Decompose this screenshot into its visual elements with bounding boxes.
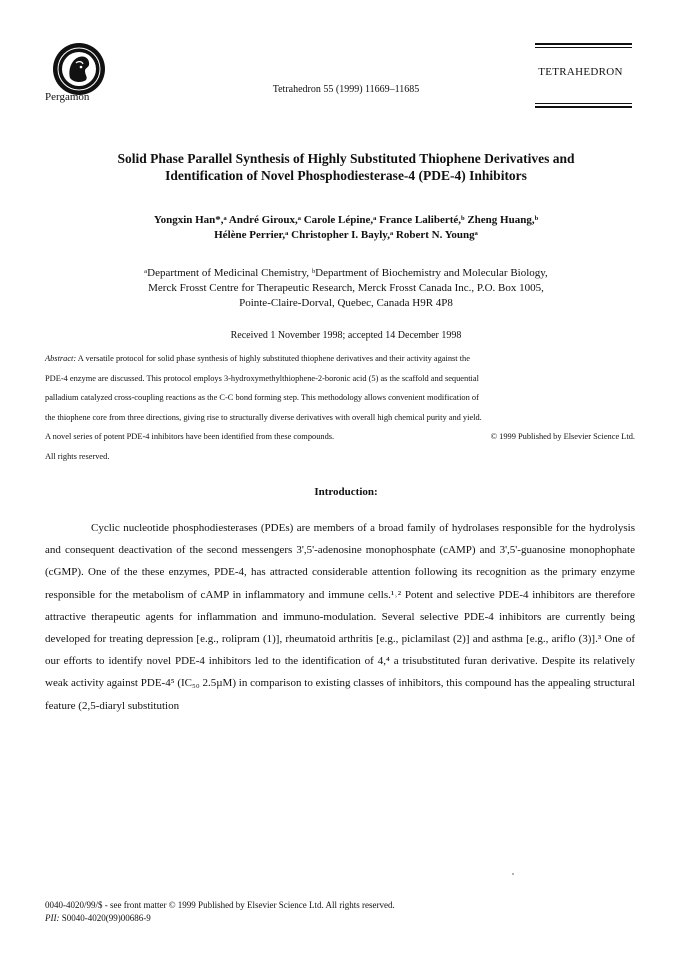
introduction-paragraph: Cyclic nucleotide phosphodiesterases (PDEs) are members of a broad family of hydrolases responsible for the hydrolysis and consequent deactivation of the second messengers 3',5'-adenosine monophosphate (cAMP) and 3',5'-guanosine monophophate (cGMP). One of the these enzymes, PDE-4, has attracted considerable attention following its recognition as the primary enzyme responsible for the metabolism of cAMP in inflammatory and immune cells.¹˒² Potent and selective PDE-4 inhibitors are therefore attractive therapeutic agents for inflammation and immuno-modulation. Several selective PDE-4 inhibitors are currently being developed for treating depression [e.g., rolipram (1)], rheumatoid arthritis [e.g., piclamilast (2)] and asthma [e.g., ariflo (3)].³ One of our efforts to identify novel PDE-4 inhibitors led to the identification of 4,⁴ a trisubstituted furan derivative. Despite its relatively weak activity against PDE-4⁵ (IC₅₀ 2.5µM) in comparison to existing classes of inhibitors, this compound has the appealing structural feature (2,5-diaryl substitution [45, 522, 635, 712]
abstract-text: A novel series of potent PDE-4 inhibitors have been identified from these compounds. [45, 432, 335, 441]
abstract-line: palladium catalyzed cross-coupling reactions as the C-C bond forming step. This methodology allows convenient modification of [45, 393, 479, 402]
abstract-line [45, 349, 635, 369]
footer [45, 899, 395, 925]
pii-label: PII: [45, 913, 60, 923]
top-rule [535, 43, 632, 45]
publisher-name: Pergamon [45, 91, 90, 103]
bottom-rule-thin [535, 103, 632, 104]
title-line: Identification of Novel Phosphodiesterase-4 (PDE-4) Inhibitors [165, 168, 527, 183]
author-list [60, 213, 632, 243]
scan-speck [512, 873, 514, 875]
affiliation-line: Merck Frosst Centre for Therapeutic Research, Merck Frosst Canada Inc., P.O. Box 1005, [148, 282, 544, 294]
received-dates: Received 1 November 1998; accepted 14 December 1998 [230, 330, 462, 341]
affiliations [60, 266, 632, 311]
pii-value: S0040-4020(99)00686-9 [59, 913, 151, 923]
abstract-line: All rights reserved. [45, 451, 110, 461]
author-line: Yongxin Han*,ᵃ André Giroux,ᵃ Carole Lépine,ᵃ France Laliberté,ᵇ Zheng Huang,ᵇ [153, 214, 539, 226]
article-title [60, 150, 632, 184]
abstract [45, 349, 635, 466]
abstract-line [45, 427, 635, 447]
bottom-rule [535, 106, 632, 108]
footer-copyright: 0040-4020/99/$ - see front matter © 1999 Published by Elsevier Science Ltd. All rights reserved. [45, 900, 395, 910]
abstract-label: Abstract: [45, 354, 77, 363]
top-rule-thin [535, 47, 632, 48]
section-heading: Introduction: [314, 486, 378, 498]
title-line: Solid Phase Parallel Synthesis of Highly Substituted Thiophene Derivatives and [117, 151, 575, 166]
abstract-text: A versatile protocol for solid phase synthesis of highly substituted thiophene derivatives and their activity against the [76, 354, 470, 363]
abstract-copyright: © 1999 Published by Elsevier Science Ltd. [490, 432, 635, 441]
footer-pii [45, 912, 395, 925]
journal-name: TETRAHEDRON [538, 66, 623, 78]
author-line: Hélène Perrier,ᵃ Christopher I. Bayly,ᵃ Robert N. Youngᵃ [214, 229, 478, 241]
journal-citation: Tetrahedron 55 (1999) 11669–11685 [272, 84, 420, 95]
abstract-line: the thiophene core from three directions, giving rise to structurally diverse derivatives with overall high chemical purity and yield. [45, 412, 482, 422]
affiliation-line: ᵃDepartment of Medicinal Chemistry, ᵇDepartment of Biochemistry and Molecular Biology, [144, 267, 548, 279]
affiliation-line: Pointe-Claire-Dorval, Quebec, Canada H9R 4P8 [239, 297, 453, 309]
abstract-line: PDE-4 enzyme are discussed. This protocol employs 3-hydroxymethylthiophene-2-boronic acid (5) as the scaffold and sequential [45, 373, 479, 383]
